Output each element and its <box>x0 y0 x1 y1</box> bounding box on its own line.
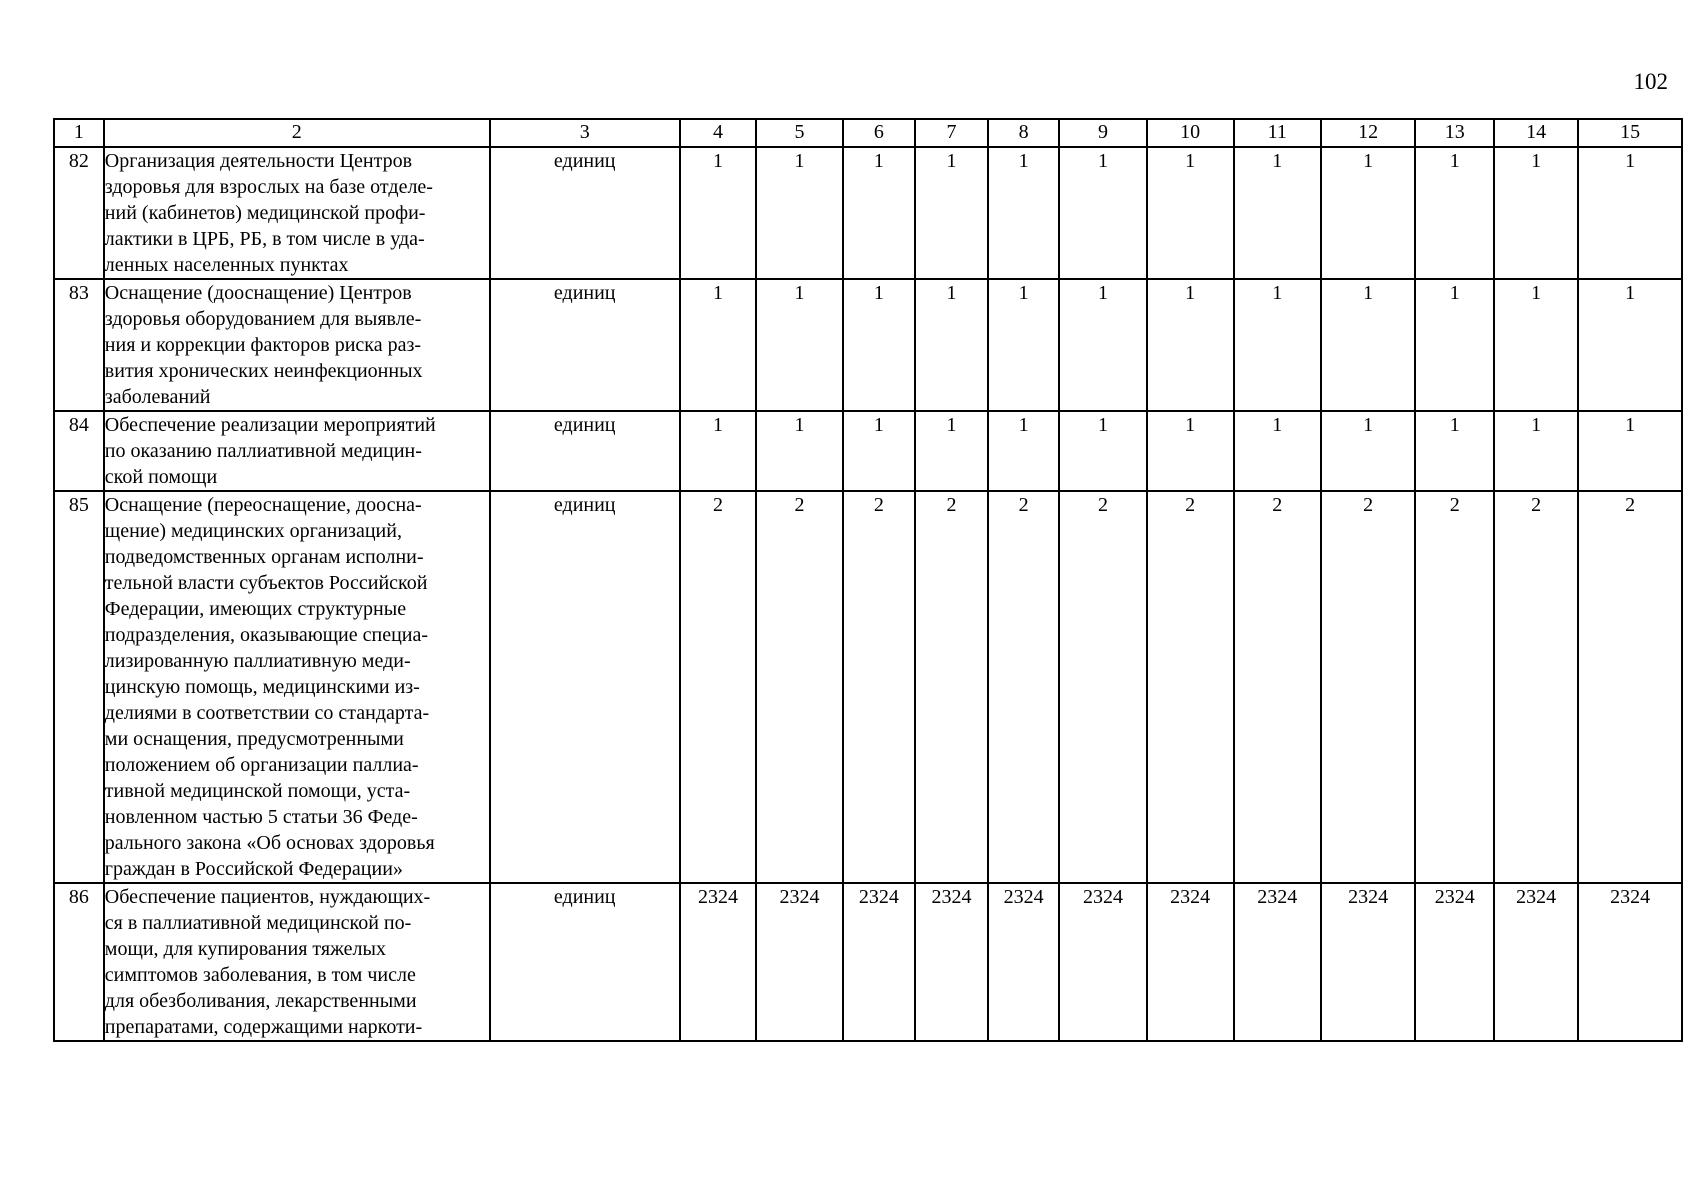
table-row <box>54 147 1682 279</box>
column-header-10: 10 <box>1147 119 1234 147</box>
value-cell: 1 <box>1234 147 1321 279</box>
value-cell: 1 <box>1494 411 1578 491</box>
activity-name-line: Федерации, имеющих структурные <box>104 598 407 620</box>
column-header-15: 15 <box>1578 119 1682 147</box>
table-row <box>54 491 1682 883</box>
activity-name-line: подведомственных органам исполни- <box>104 546 424 568</box>
activity-name-line: заболеваний <box>104 386 211 408</box>
activity-name-line: здоровья для взрослых на базе отделе- <box>104 176 433 198</box>
value-cell: 1 <box>1494 279 1578 411</box>
activity-name-line: лизированную паллиативную меди- <box>104 650 411 672</box>
activity-name-line: рального закона «Об основах здоровья <box>104 832 435 854</box>
value-cell: 1 <box>1321 411 1415 491</box>
column-header-13: 13 <box>1415 119 1494 147</box>
column-header-6: 6 <box>843 119 916 147</box>
value-cell: 1 <box>915 279 988 411</box>
activity-name-line: мощи, для купирования тяжелых <box>104 938 386 960</box>
activity-name-line: ми оснащения, предусмотренными <box>104 728 404 750</box>
value-cell: 2324 <box>680 883 757 1041</box>
value-cell: 1 <box>680 411 757 491</box>
column-header-7: 7 <box>915 119 988 147</box>
value-cell: 2324 <box>843 883 916 1041</box>
activity-name-line: по оказанию паллиативной медицин- <box>104 440 422 462</box>
value-cell: 2 <box>1578 491 1682 883</box>
activity-name-line: Организация деятельности Центров <box>104 150 413 172</box>
column-header-2: 2 <box>104 119 490 147</box>
indicators-table <box>53 118 1683 1042</box>
activity-name-line: тивной медицинской помощи, уста- <box>104 780 411 802</box>
value-cell: 1 <box>988 147 1060 279</box>
activity-name-line: граждан в Российской Федерации» <box>104 858 403 880</box>
value-cell: 1 <box>988 411 1060 491</box>
column-header-4: 4 <box>680 119 757 147</box>
activity-name <box>104 279 490 411</box>
activity-name-line: для обезболивания, лекарственными <box>104 990 417 1012</box>
value-cell: 1 <box>1234 411 1321 491</box>
value-cell: 1 <box>843 411 916 491</box>
column-header-5: 5 <box>756 119 842 147</box>
value-cell: 1 <box>1147 411 1234 491</box>
value-cell: 1 <box>1234 279 1321 411</box>
value-cell: 1 <box>1578 411 1682 491</box>
value-cell: 2324 <box>1578 883 1682 1041</box>
value-cell: 1 <box>915 147 988 279</box>
value-cell: 2 <box>843 491 916 883</box>
activity-name <box>104 883 490 1041</box>
value-cell: 1 <box>988 279 1060 411</box>
table-header-row <box>54 119 1682 147</box>
column-header-11: 11 <box>1234 119 1321 147</box>
value-cell: 1 <box>1415 279 1494 411</box>
value-cell: 2324 <box>1415 883 1494 1041</box>
value-cell: 2 <box>915 491 988 883</box>
activity-name <box>104 491 490 883</box>
unit-of-measure: единиц <box>490 491 680 883</box>
value-cell: 2324 <box>1234 883 1321 1041</box>
value-cell: 2324 <box>1059 883 1146 1041</box>
value-cell: 1 <box>680 279 757 411</box>
activity-name-line: щение) медицинских организаций, <box>104 520 402 542</box>
column-header-14: 14 <box>1494 119 1578 147</box>
activity-name-line: ния и коррекции факторов риска раз- <box>104 334 422 356</box>
value-cell: 2 <box>1415 491 1494 883</box>
column-header-9: 9 <box>1059 119 1146 147</box>
activity-name-line: ленных населенных пунктах <box>104 254 349 276</box>
value-cell: 1 <box>843 279 916 411</box>
value-cell: 1 <box>1578 279 1682 411</box>
value-cell: 1 <box>1494 147 1578 279</box>
value-cell: 1 <box>1059 411 1146 491</box>
activity-name-line: тельной власти субъектов Российской <box>104 572 428 594</box>
activity-name-line: делиями в соответствии со стандарта- <box>104 702 430 724</box>
value-cell: 1 <box>915 411 988 491</box>
column-header-8: 8 <box>988 119 1060 147</box>
activity-name-line: лактики в ЦРБ, РБ, в том числе в уда- <box>104 228 425 250</box>
table-row <box>54 279 1682 411</box>
value-cell: 2324 <box>1321 883 1415 1041</box>
value-cell: 1 <box>843 147 916 279</box>
table-body <box>54 147 1682 1041</box>
activity-name-line: вития хронических неинфекционных <box>104 360 423 382</box>
activity-name-line: ской помощи <box>104 466 218 488</box>
activity-name-line: подразделения, оказывающие специа- <box>104 624 429 646</box>
value-cell: 2 <box>988 491 1060 883</box>
value-cell: 1 <box>1415 147 1494 279</box>
value-cell: 2 <box>1494 491 1578 883</box>
value-cell: 2324 <box>988 883 1060 1041</box>
value-cell: 2 <box>1059 491 1146 883</box>
value-cell: 1 <box>1321 279 1415 411</box>
value-cell: 1 <box>1415 411 1494 491</box>
value-cell: 1 <box>756 279 842 411</box>
value-cell: 2 <box>756 491 842 883</box>
unit-of-measure: единиц <box>490 147 680 279</box>
activity-name-line: Оснащение (дооснащение) Центров <box>104 282 412 304</box>
value-cell: 1 <box>1147 279 1234 411</box>
activity-name-line: Обеспечение реализации мероприятий <box>104 414 436 436</box>
value-cell: 2 <box>1147 491 1234 883</box>
unit-of-measure: единиц <box>490 411 680 491</box>
value-cell: 2 <box>1234 491 1321 883</box>
column-header-1: 1 <box>54 119 104 147</box>
activity-name-line: положением об организации паллиа- <box>104 754 419 776</box>
page-number: 102 <box>1633 69 1668 94</box>
value-cell: 2324 <box>915 883 988 1041</box>
column-header-12: 12 <box>1321 119 1415 147</box>
table-row <box>54 411 1682 491</box>
row-number: 83 <box>54 279 104 411</box>
activity-name-line: Обеспечение пациентов, нуждающих- <box>104 886 431 908</box>
activity-name-line: новленном частью 5 статьи 36 Феде- <box>104 806 418 828</box>
activity-name <box>104 411 490 491</box>
activity-name-line: Оснащение (переоснащение, доосна- <box>104 494 422 516</box>
activity-name-line: препаратами, содержащими наркоти- <box>104 1016 423 1038</box>
value-cell: 2324 <box>756 883 842 1041</box>
value-cell: 1 <box>1147 147 1234 279</box>
row-number: 82 <box>54 147 104 279</box>
activity-name-line: ся в паллиативной медицинской по- <box>104 912 412 934</box>
value-cell: 2 <box>1321 491 1415 883</box>
activity-name-line: здоровья оборудованием для выявле- <box>104 308 422 330</box>
value-cell: 1 <box>1321 147 1415 279</box>
value-cell: 2324 <box>1494 883 1578 1041</box>
column-header-3: 3 <box>490 119 680 147</box>
value-cell: 2324 <box>1147 883 1234 1041</box>
row-number: 86 <box>54 883 104 1041</box>
value-cell: 1 <box>1578 147 1682 279</box>
value-cell: 1 <box>756 411 842 491</box>
unit-of-measure: единиц <box>490 279 680 411</box>
activity-name-line: симптомов заболевания, в том числе <box>104 964 416 986</box>
value-cell: 1 <box>1059 147 1146 279</box>
value-cell: 1 <box>1059 279 1146 411</box>
row-number: 84 <box>54 411 104 491</box>
table-row <box>54 883 1682 1041</box>
activity-name-line: ний (кабинетов) медицинской профи- <box>104 202 426 224</box>
activity-name <box>104 147 490 279</box>
row-number: 85 <box>54 491 104 883</box>
unit-of-measure: единиц <box>490 883 680 1041</box>
value-cell: 1 <box>756 147 842 279</box>
activity-name-line: цинскую помощь, медицинскими из- <box>104 676 420 698</box>
value-cell: 1 <box>680 147 757 279</box>
value-cell: 2 <box>680 491 757 883</box>
